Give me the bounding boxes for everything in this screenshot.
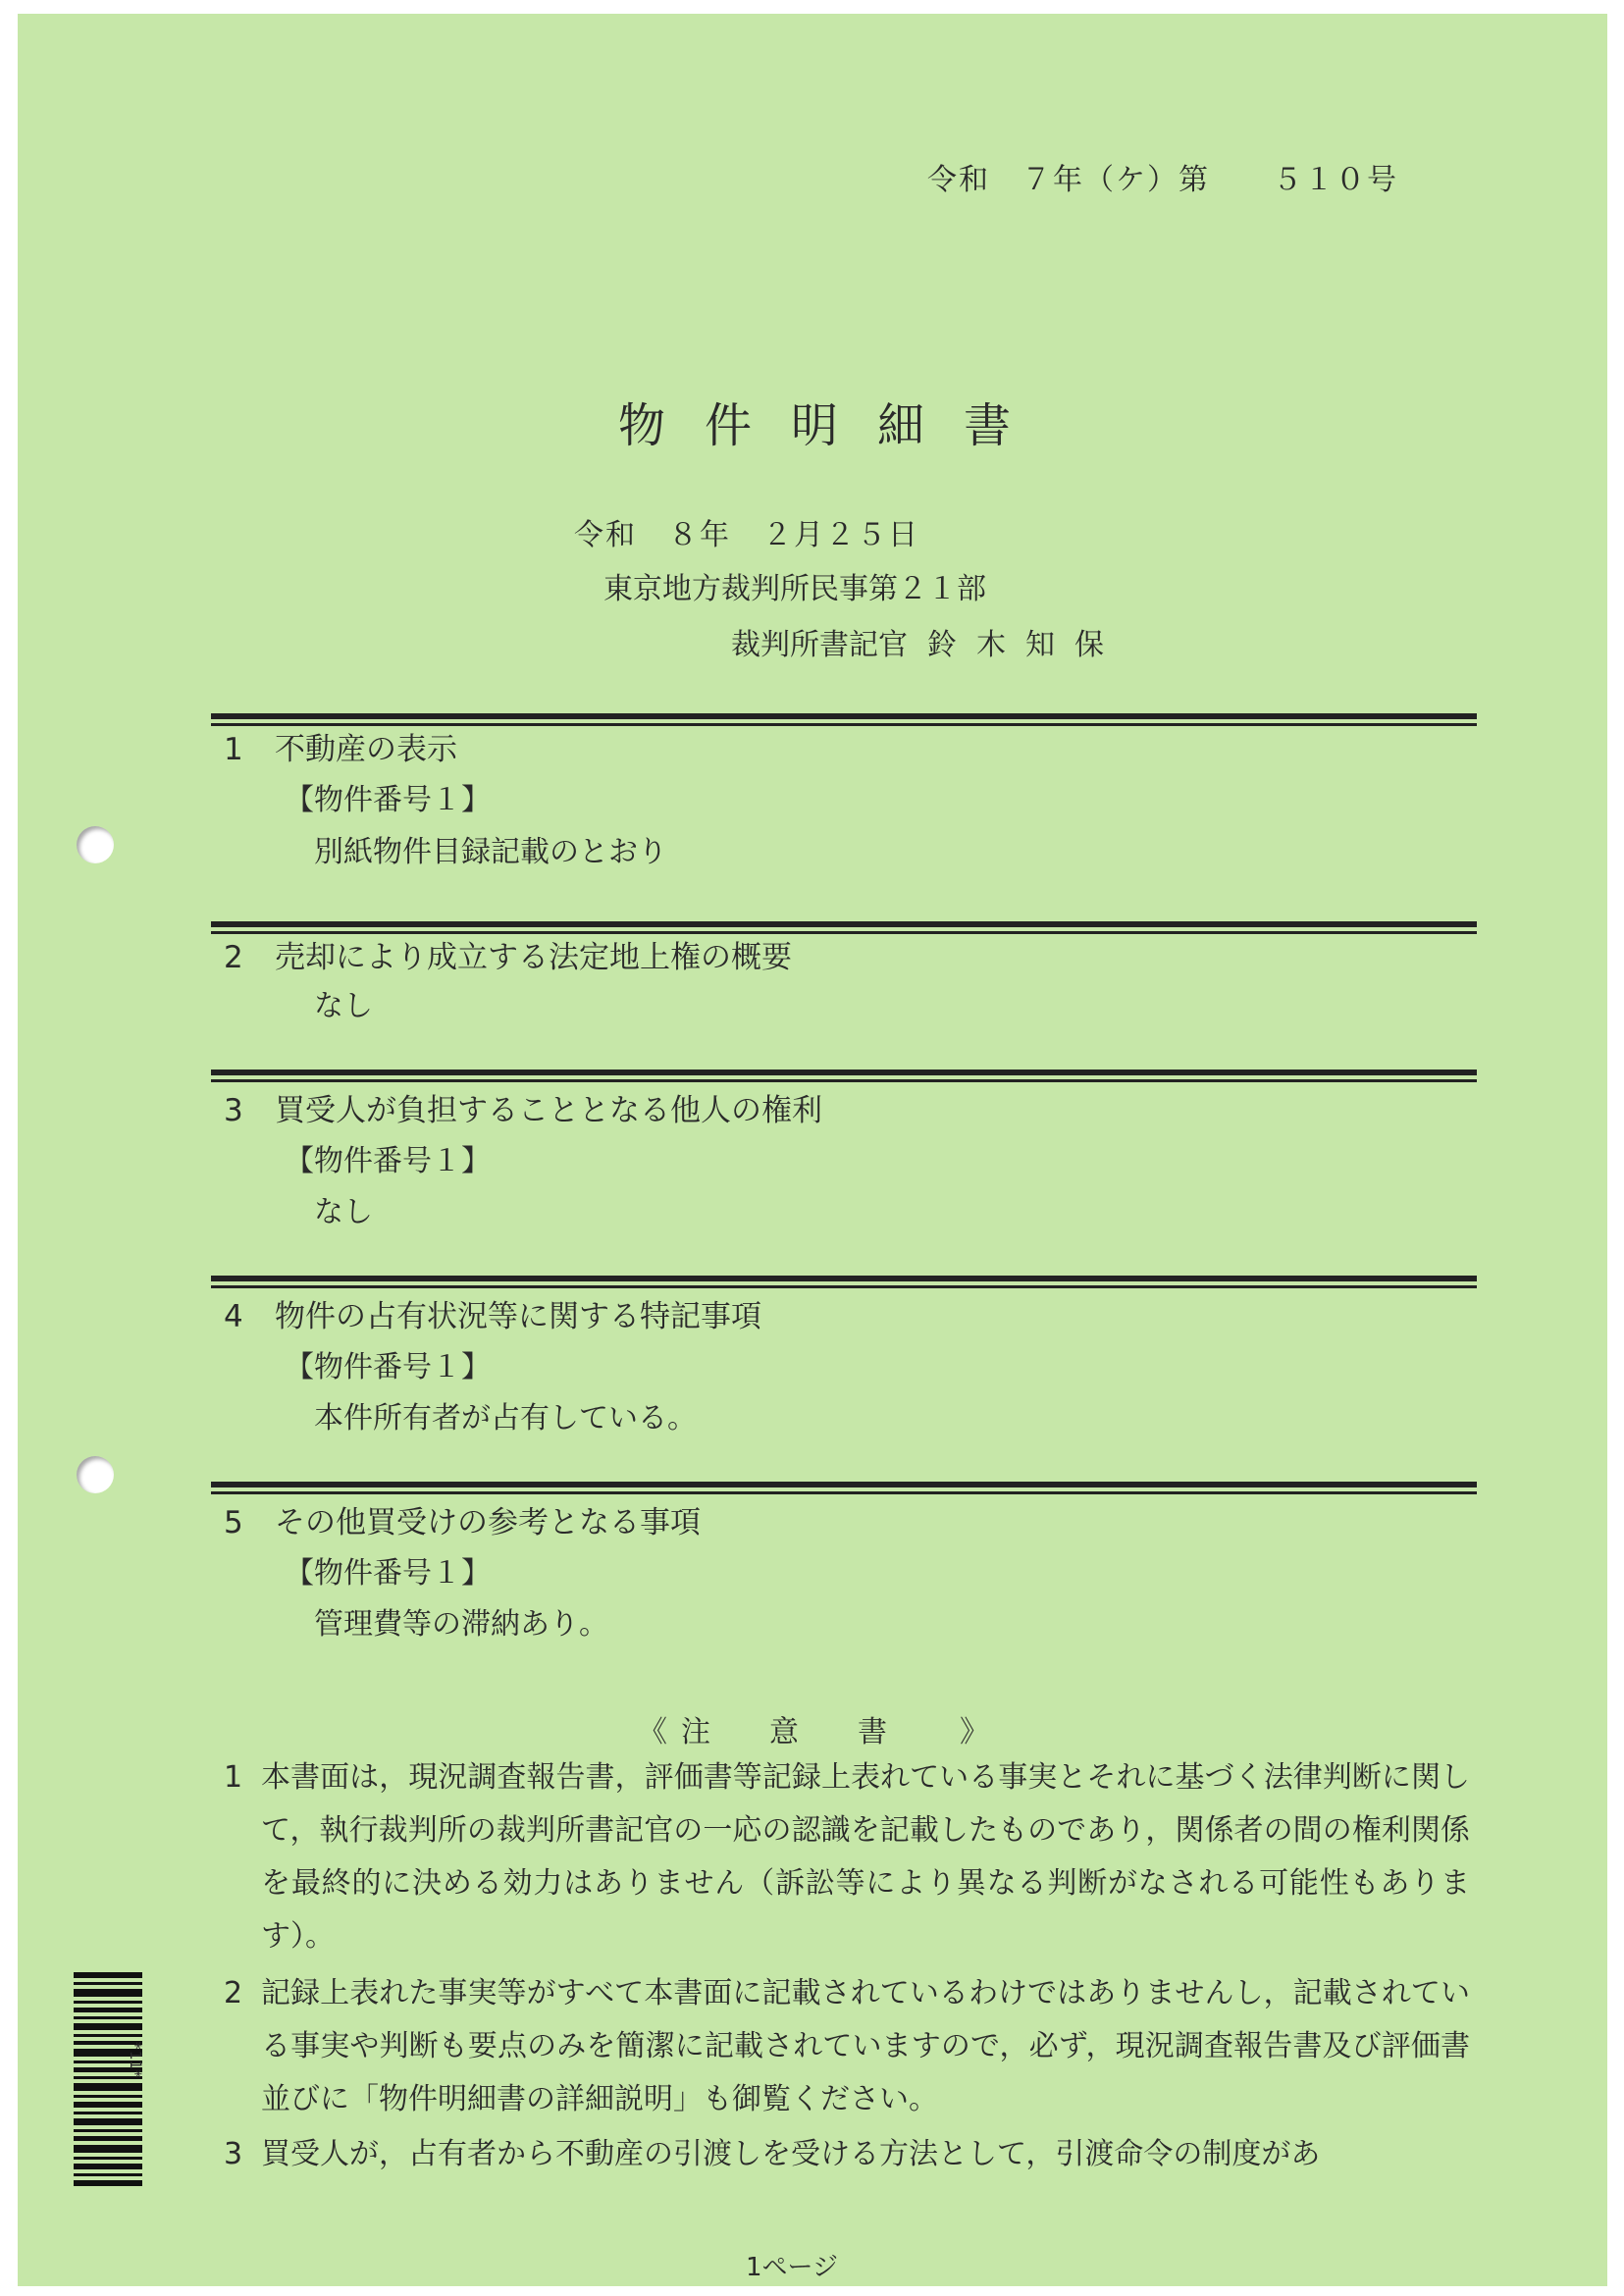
section-number: 1 bbox=[224, 732, 243, 767]
notice-title-text: 注意書 bbox=[681, 1715, 946, 1749]
barcode-label: *11* bbox=[127, 2041, 145, 2079]
section-body: 本件所有者が占有している。 bbox=[314, 1401, 697, 1435]
section-body: 管理費等の滞納あり。 bbox=[314, 1607, 608, 1642]
section-divider bbox=[211, 1482, 1477, 1497]
section-heading bbox=[224, 932, 792, 976]
section-body: なし bbox=[314, 1195, 373, 1229]
section-number: 4 bbox=[224, 1299, 243, 1334]
case-number: 令和 ７年（ケ）第 ５１０号 bbox=[927, 163, 1398, 197]
notice-bracket-close: 》 bbox=[960, 1715, 989, 1749]
court-name: 東京地方裁判所民事第２１部 bbox=[603, 572, 986, 606]
clerk-name: 鈴木知保 bbox=[927, 628, 1124, 662]
clerk-title: 裁判所書記官 bbox=[731, 628, 908, 662]
notice-title bbox=[638, 1707, 989, 1750]
notice-item-text: 本書面は，現況調査報告書，評価書等記録上表れている事実とそれに基づく法律判断に関して，執行裁判所の裁判所書記官の一応の認識を記載したものであり，関係者の間の権利関係を最終的に決める効力はありません（訴訟等により異なる判断がなされる可能性もあります）。 bbox=[261, 1760, 1470, 1954]
section-number: 2 bbox=[224, 940, 243, 975]
property-label: 【物件番号１】 bbox=[285, 1350, 491, 1384]
section-title: 物件の占有状況等に関する特記事項 bbox=[275, 1299, 761, 1334]
section-number: 5 bbox=[224, 1505, 243, 1540]
section-title: 売却により成立する法定地上権の概要 bbox=[275, 940, 792, 975]
section-divider bbox=[211, 1276, 1477, 1291]
notice-item-number: 2 bbox=[224, 1976, 243, 2010]
section-title: 買受人が負担することとなる他人の権利 bbox=[275, 1093, 822, 1128]
notice-item bbox=[224, 2128, 1470, 2181]
notice-item bbox=[224, 1967, 1470, 2126]
document-title: 物件明細書 bbox=[618, 398, 1051, 453]
property-label: 【物件番号１】 bbox=[285, 1144, 491, 1178]
section-title: その他買受けの参考となる事項 bbox=[275, 1505, 701, 1540]
page-number: 1ページ bbox=[746, 2253, 839, 2282]
section-heading bbox=[224, 1497, 701, 1541]
section-title: 不動産の表示 bbox=[275, 732, 457, 767]
notice-item bbox=[224, 1751, 1470, 1963]
section-heading bbox=[224, 724, 457, 768]
section-divider bbox=[211, 1070, 1477, 1085]
notice-item-number: 3 bbox=[224, 2137, 243, 2171]
notice-bracket-open: 《 bbox=[638, 1715, 667, 1749]
section-heading bbox=[224, 1085, 822, 1129]
property-label: 【物件番号１】 bbox=[285, 783, 491, 817]
barcode-icon bbox=[74, 1972, 152, 2188]
property-label: 【物件番号１】 bbox=[285, 1556, 491, 1591]
notice-item-text: 買受人が，占有者から不動産の引渡しを受ける方法として，引渡命令の制度があ bbox=[261, 2137, 1321, 2171]
issue-date: 令和 ８年 ２月２５日 bbox=[574, 518, 919, 552]
punch-hole-top bbox=[77, 826, 114, 863]
notice-item-number: 1 bbox=[224, 1760, 243, 1795]
punch-hole-bottom bbox=[77, 1456, 114, 1493]
section-body: なし bbox=[314, 989, 373, 1023]
section-number: 3 bbox=[224, 1093, 243, 1128]
section-heading bbox=[224, 1291, 761, 1335]
section-body: 別紙物件目録記載のとおり bbox=[314, 835, 667, 869]
clerk-line bbox=[731, 620, 1124, 663]
notice-item-text: 記録上表れた事実等がすべて本書面に記載されているわけではありませんし，記載されている事実や判断も要点のみを簡潔に記載されていますので，必ず，現況調査報告書及び評価書並びに「物件明細書の詳細説明」も御覧ください。 bbox=[261, 1976, 1470, 2116]
